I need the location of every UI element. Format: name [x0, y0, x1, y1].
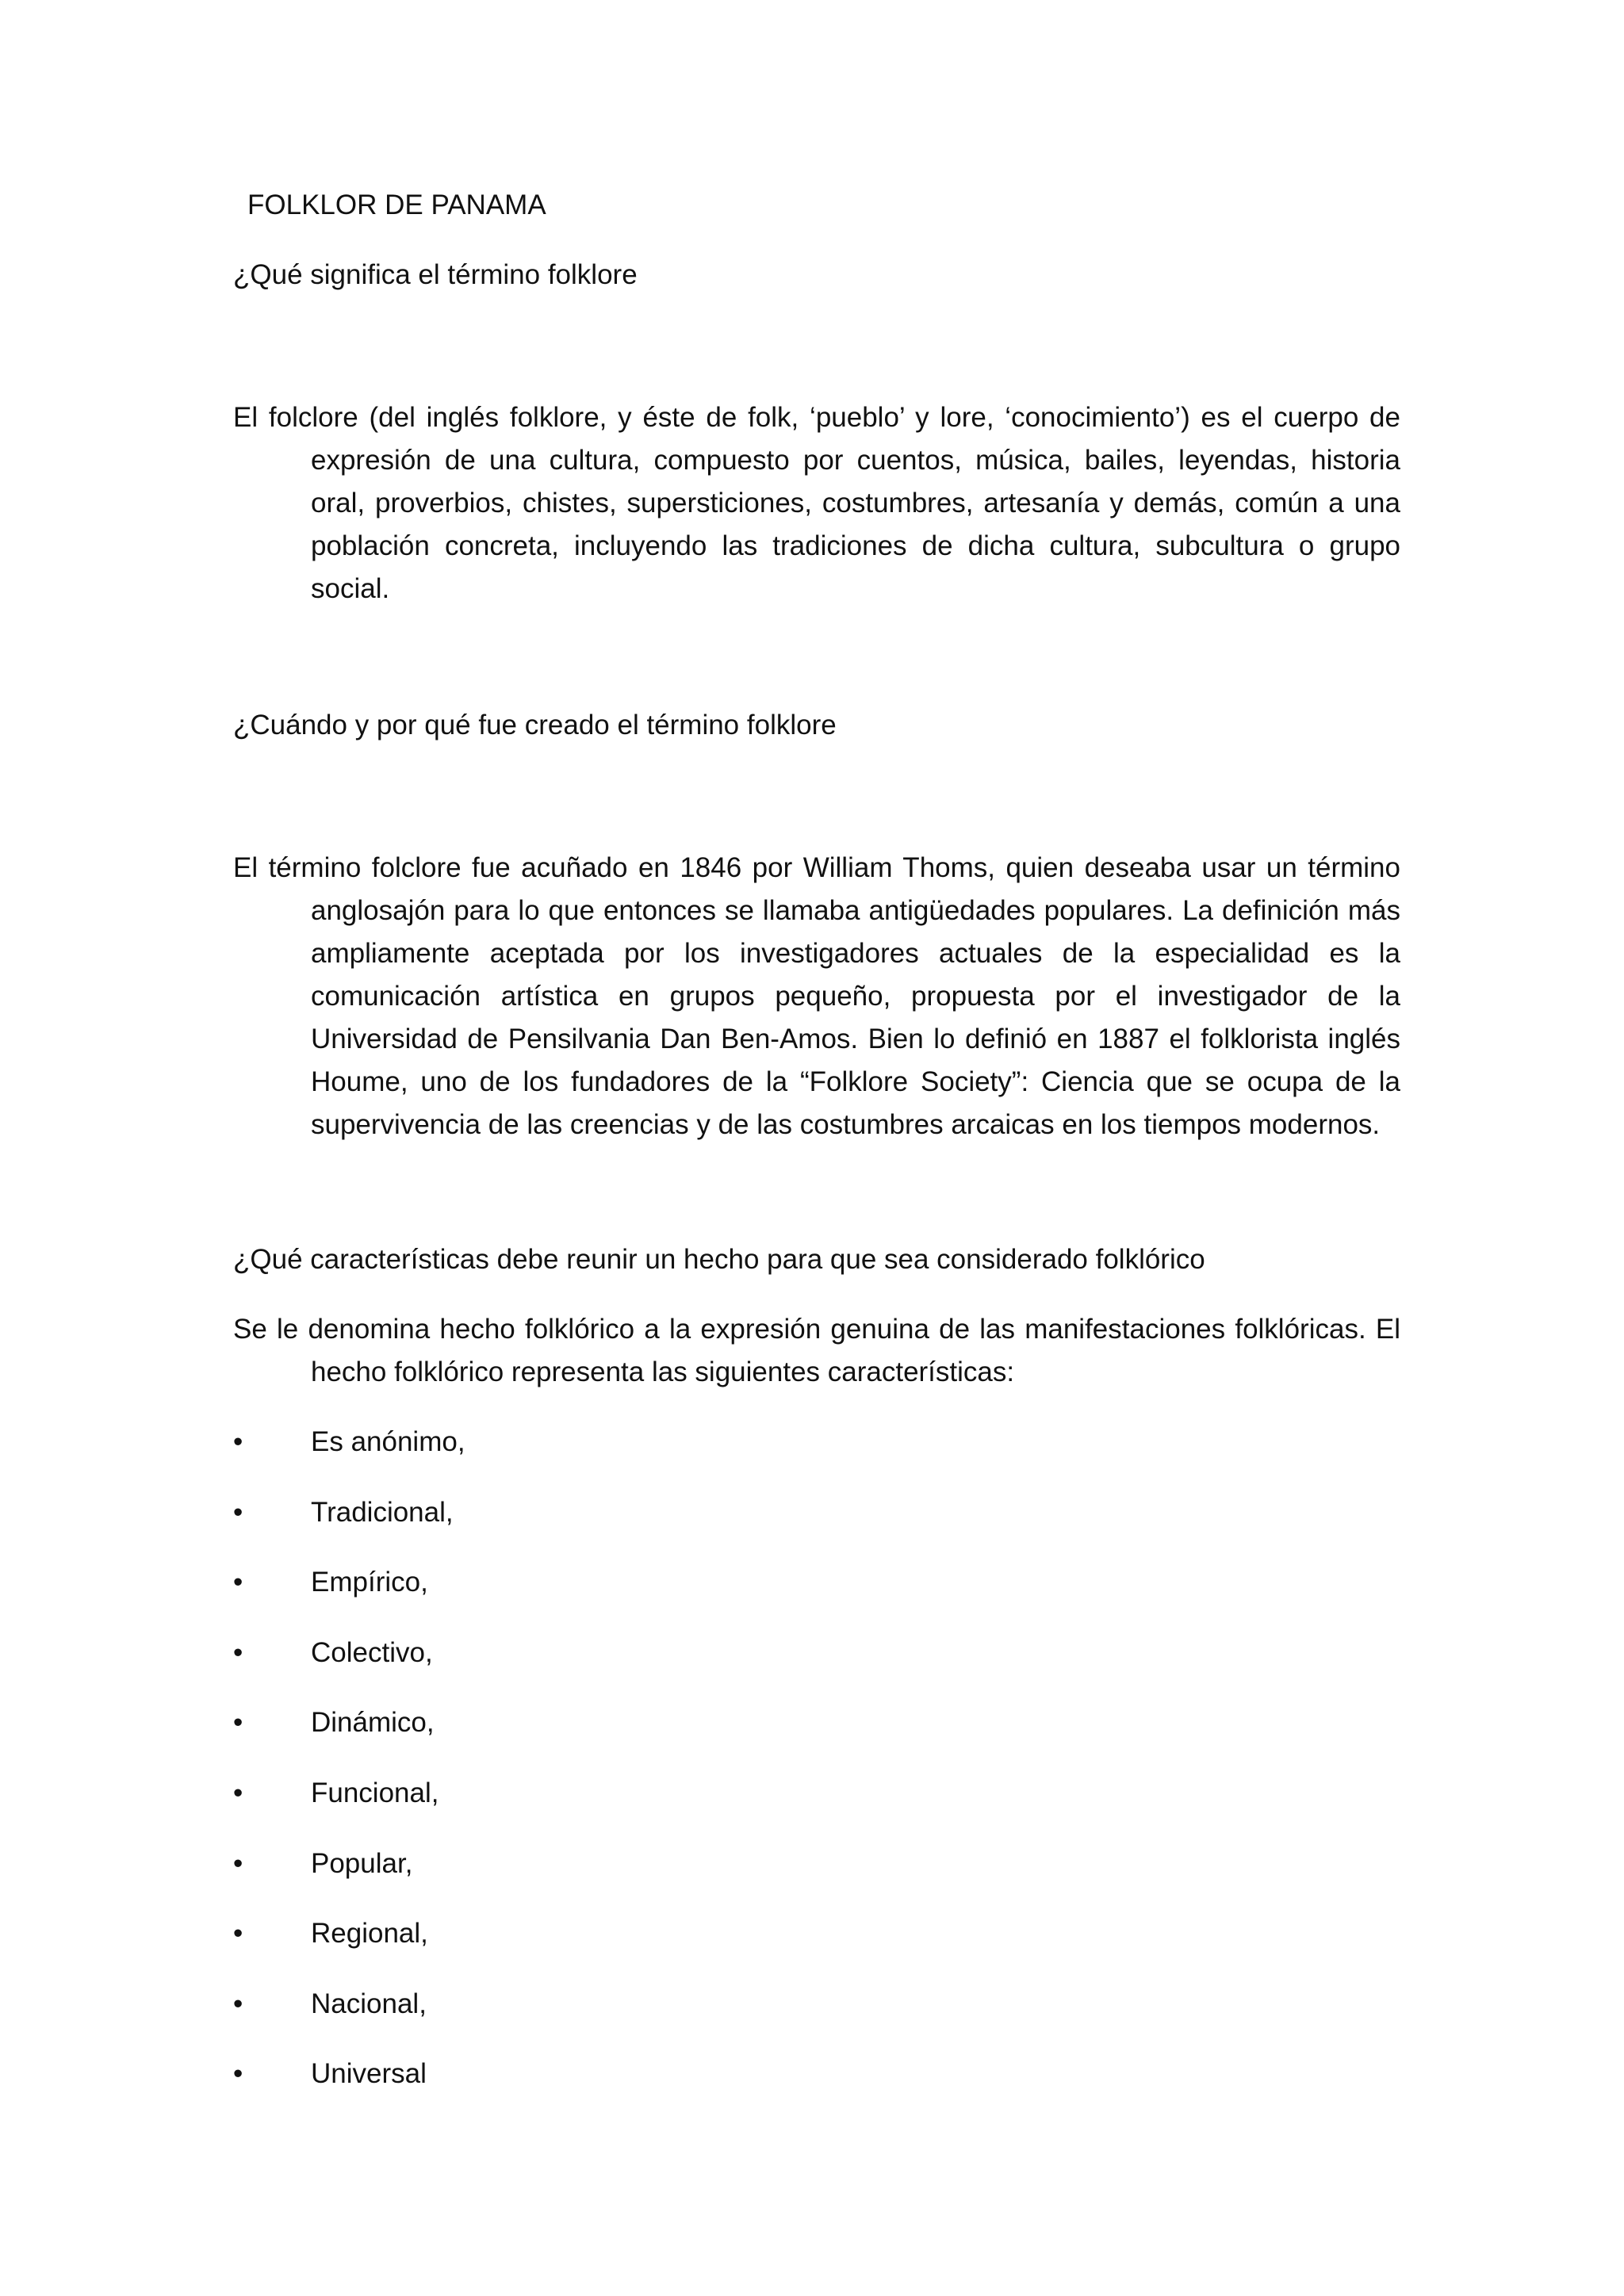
list-item	[233, 1912, 1400, 1955]
characteristics-list	[233, 1421, 1400, 2095]
spacer	[233, 1281, 1400, 1308]
bullet-icon: •	[233, 2058, 243, 2090]
spacer	[233, 1394, 1400, 1421]
spacer	[233, 1146, 1400, 1238]
bullet-icon: •	[233, 1918, 243, 1950]
bullet-icon: •	[233, 1496, 243, 1528]
spacer	[233, 610, 1400, 704]
list-item	[233, 2053, 1400, 2095]
spacer	[233, 747, 1400, 847]
bullet-icon: •	[233, 1636, 243, 1668]
bullet-icon: •	[233, 1707, 243, 1739]
question-origin: ¿Cuándo y por qué fue creado el término folklore	[233, 710, 837, 740]
bullet-icon: •	[233, 1426, 243, 1457]
list-item-text: Nacional,	[311, 1988, 427, 2019]
question-meaning: ¿Qué significa el término folklore	[233, 259, 638, 290]
list-item	[233, 1843, 1400, 1885]
list-item-text: Popular,	[311, 1847, 413, 1879]
list-item	[233, 1491, 1400, 1534]
paragraph-characteristics: Se le denomina hecho folklórico a la expresión genuina de las manifestaciones folklóricas. El hecho folklórico representa las siguientes características:	[233, 1314, 1400, 1387]
list-item	[233, 1983, 1400, 2026]
question-characteristics: ¿Qué características debe reunir un hecho para que sea considerado folklórico	[233, 1244, 1205, 1275]
spacer	[233, 297, 1400, 396]
list-item-text: Dinámico,	[311, 1707, 435, 1739]
list-item-text: Tradicional,	[311, 1496, 454, 1528]
list-item-text: Es anónimo,	[311, 1426, 465, 1457]
bullet-icon: •	[233, 1567, 243, 1598]
paragraph-origin: El término folclore fue acuñado en 1846 por William Thoms, quien deseaba usar un término anglosajón para lo que entonces se llamaba antigüedades populares. La definición más ampliamente aceptada por los investigadores actuales de la especialidad es la comunicación artística en grupos pequeño, propuesta por el investigador de la Universidad de Pensilvania Dan Ben-Amos. Bien lo definió en 1887 el folklorista inglés Houme, uno de los fundadores de la “Folklore Society”: Ciencia que se ocupa de la supervivencia de las creencias y de las costumbres arcaicas en los tiempos modernos.	[233, 852, 1400, 1140]
bullet-icon: •	[233, 1847, 243, 1879]
bullet-icon: •	[233, 1777, 243, 1808]
list-item	[233, 1632, 1400, 1674]
list-item	[233, 1772, 1400, 1815]
list-item-text: Colectivo,	[311, 1636, 433, 1668]
document-title: FOLKLOR DE PANAMA	[247, 189, 546, 220]
list-item	[233, 1561, 1400, 1604]
bullet-icon: •	[233, 1988, 243, 2019]
document-body	[233, 184, 1400, 2123]
list-item-text: Funcional,	[311, 1777, 439, 1808]
list-item	[233, 1701, 1400, 1744]
list-item-text: Empírico,	[311, 1567, 428, 1598]
paragraph-definition: El folclore (del inglés folklore, y éste de folk, ‘pueblo’ y lore, ‘conocimiento’) es el cuerpo de expresión de una cultura, compuesto por cuentos, música, bailes, leyendas, historia oral, proverbios, chistes, supersticiones, costumbres, artesanía y demás, común a una población concreta, incluyendo las tradiciones de dicha cultura, subcultura o grupo social.	[233, 402, 1400, 604]
list-item-text: Universal	[311, 2058, 427, 2090]
list-item-text: Regional,	[311, 1918, 428, 1950]
list-item	[233, 1421, 1400, 1464]
